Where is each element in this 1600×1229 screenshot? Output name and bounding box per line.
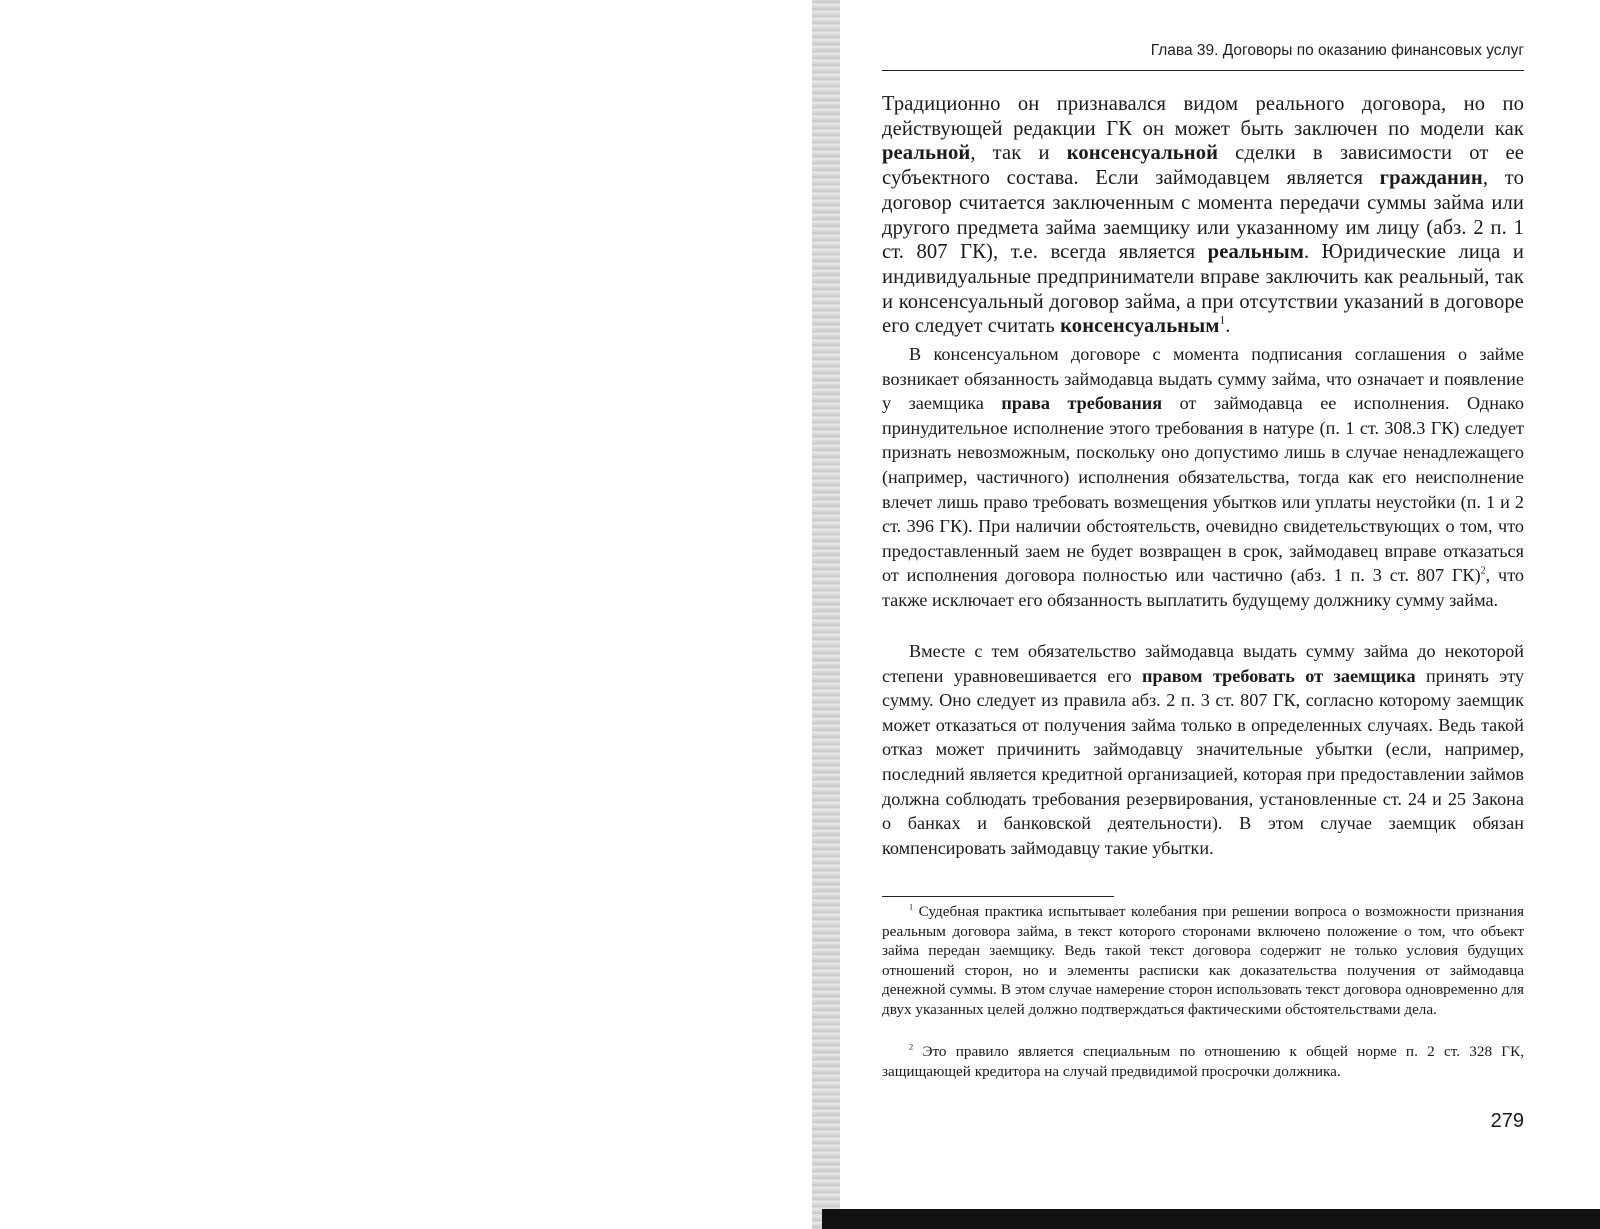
- bold-term: консенсуальным: [1060, 315, 1220, 338]
- running-header: Глава 39. Договоры по оказанию финансовых услуг: [1150, 42, 1524, 59]
- bold-term: гражданин: [1379, 167, 1483, 190]
- bold-term: права требования: [1001, 393, 1163, 414]
- bold-term: консенсуальной: [1066, 142, 1219, 165]
- text-run: .: [1225, 315, 1231, 338]
- text-run: принять эту сумму. Оно следует из правила абз. 2 п. 3 ст. 807 ГК, согласно которому заемщик может отказаться от получения займа только в определенных случаях. Ведь такой отказ может причинить займодавцу значительные убытки (если, например, последний является кредитной организацией, которая при предоставлении займов должна соблюдать требования резервирования, установленные ст. 24 и 25 Закона о банках и банковской деятельности). В этом случае заемщик обязан компенсировать займодавцу такие убытки.: [882, 665, 1525, 858]
- page-number: 279: [1490, 1110, 1524, 1132]
- text-run: Вместе с тем обязательство займодавца выдать сумму займа до некоторой степени уравновешивается его: [882, 641, 1524, 686]
- text-run: Традиционно он признавался видом реального договора, но по действующей редакции ГК он может быть заключен по модели как: [882, 93, 1524, 140]
- paragraph-1: [882, 92, 1524, 339]
- footnote-2: [882, 1042, 1524, 1081]
- footnote-mark: 2: [909, 1042, 914, 1052]
- text-run: В консенсуальном договоре с момента подписания соглашения о займе возникает обязанность займодавца выдать сумму займа, что означает и появление у заемщика: [882, 344, 1524, 414]
- bold-term: реальным: [1207, 241, 1304, 264]
- text-run: . Юридические лица и индивидуальные предприниматели вправе заключить как реальный, так и консенсуальный договор займа, а при отсутствии указаний в договоре его следует считать: [882, 241, 1524, 338]
- text-run: , то договор считается заключенным с момента передачи суммы займа или другого предмета займа заемщику или указанному им лицу (абз. 2 п. 1 ст. 807 ГК), т.е. всегда является: [882, 167, 1524, 264]
- footnote-ref-2[interactable]: 2: [1480, 565, 1486, 577]
- text-run: от займодавца ее исполнения. Однако принудительное исполнение этого требования в натуре (п. 1 ст. 308.3 ГК) следует признать невозможным, поскольку оно допустимо лишь в случае ненадлежащего (например, частичного) исполнения обязательства, тогда как его неисполнение влечет лишь право требовать возмещения убытков или уплаты неустойки (п. 1 и 2 ст. 396 ГК). При наличии обстоятельств, очевидно свидетельствующих о том, что предоставленный заем не будет возвращен в срок, займодавец вправе отказаться от исполнения договора полностью или частично (абз. 1 п. 3 ст. 807 ГК): [882, 393, 1525, 586]
- footnote-separator: [882, 896, 1114, 897]
- text-run: сделки в зависимости от ее субъектного состава. Если займодавцем является: [882, 142, 1525, 190]
- text-run: , что также исключает его обязанность выплатить будущему должнику сумму займа.: [882, 565, 1524, 610]
- scan-bottom-edge: [822, 1209, 1600, 1229]
- bold-term: реальной: [882, 142, 971, 165]
- paragraph-2: [882, 342, 1524, 613]
- footnote-text: Это правило является специальным по отношению к общей норме п. 2 ст. 328 ГК, защищающей кредитора на случай предвидимой просрочки должника.: [882, 1043, 1524, 1080]
- bold-term: правом требовать от заемщика: [1142, 665, 1416, 686]
- footnote-1: [882, 902, 1524, 1020]
- footnote-ref-1[interactable]: 1: [1219, 314, 1226, 327]
- header-rule: [882, 70, 1524, 71]
- footnote-mark: 1: [909, 902, 914, 912]
- text-run: , так и: [970, 142, 1067, 165]
- footnote-text: Судебная практика испытывает колебания при решении вопроса о возможности признания реальным договора займа, в текст которого сторонами включено положение о том, что объект займа передан заемщику. Ведь такой текст договора содержит не только условия будущих отношений сторон, но и элементы расписки как доказательства получения от займодавца денежной суммы. В этом случае намерение сторон использовать текст договора одновременно для двух указанных целей должно подтверждаться фактическими обстоятельствами дела.: [882, 903, 1524, 1018]
- paragraph-3: [882, 639, 1524, 860]
- book-spine-shadow: [812, 0, 840, 1229]
